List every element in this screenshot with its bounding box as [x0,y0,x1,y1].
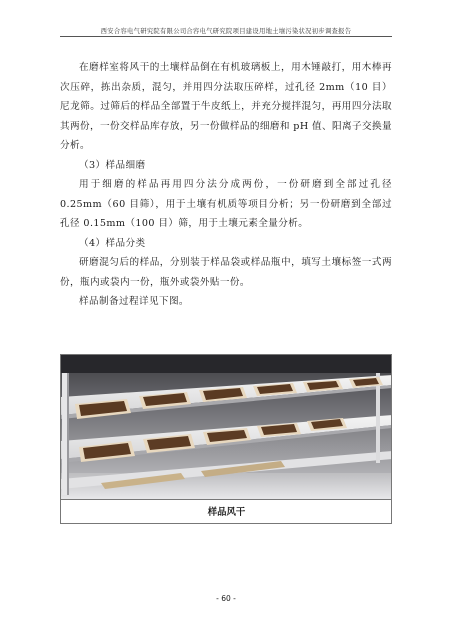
figure-table [60,354,392,524]
paragraph-fine-grinding: 用于细磨的样品再用四分法分成两份，一份研磨到全部过孔径 0.25mm（60 目筛），用于土壤有机质等项目分析；另一份研磨到全部过孔径 0.15mm（100 目）筛，用于土壤元素全量分析。 [60,179,392,229]
soil-drying-photo [61,355,392,499]
heading-classification: （4）样品分类 [79,237,146,249]
figure-caption: 样品风干 [61,499,392,524]
paragraph-classification: 研磨混匀后的样品，分别装于样品袋或样品瓶中，填写土壤标签一式两份，瓶内或袋内一份，瓶外或袋外贴一份。 [60,257,392,288]
body-text [60,58,392,312]
heading-fine-grinding: （3）样品细磨 [79,159,146,171]
paragraph-grinding: 在磨样室将风干的土壤样品倒在有机玻璃板上，用木锤敲打，用木棒再次压碎，拣出杂质，混匀，并用四分法取压碎样，过孔径 2mm（10 目）尼龙筛。过筛后的样品全部置于牛皮纸上，并充分搅拌混匀，再用四分法取其两份，一份交样品库存放，另一份做样品的细磨和 pH 值、阳离子交换量分析。 [60,62,393,151]
paragraph-figure-intro: 样品制备过程详见下图。 [79,296,189,307]
page-number: - 60 - [216,594,236,603]
page-header: 西安合容电气研究院有限公司合容电气研究院项目建设用地土壤污染状况初步调查报告 [100,28,352,35]
header-divider [60,36,392,37]
